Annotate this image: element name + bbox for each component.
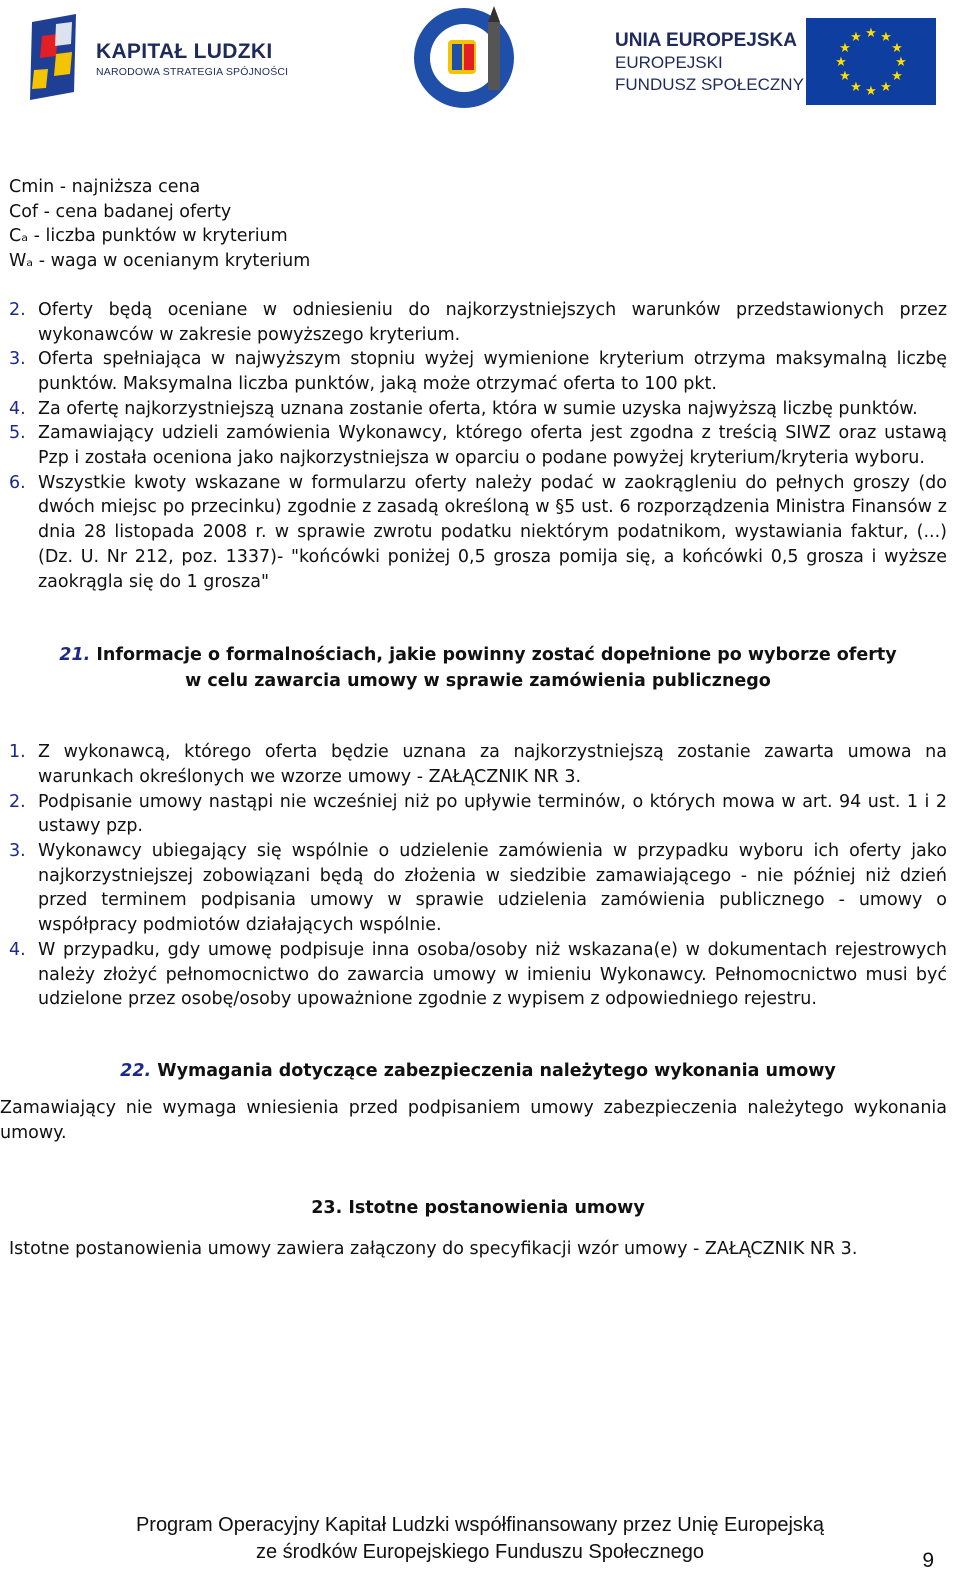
section-title: Informacje o formalnościach, jakie powinny zostać dopełnione po wyborze oferty w celu zawarcia umowy w sprawie zamówienia publicznego	[96, 645, 897, 692]
eu-text-block	[615, 30, 804, 96]
svg-text:★: ★	[891, 41, 903, 56]
page-number: 9	[922, 1549, 934, 1572]
definition-wa: Wₐ - waga w ocenianym kryterium	[9, 251, 311, 272]
svg-text:★: ★	[835, 55, 847, 70]
page-header	[0, 0, 960, 160]
section-22-body: Zamawiający nie wymaga wniesienia przed podpisaniem umowy zabezpieczenia należytego wykonania umowy.	[0, 1097, 947, 1143]
page-footer	[0, 1512, 960, 1582]
svg-text:★: ★	[850, 30, 862, 45]
item-number: 5.	[9, 423, 26, 444]
section-23-body: Istotne postanowienia umowy zawiera załączony do specyfikacji wzór umowy - ZAŁĄCZNIK NR 3.	[9, 1239, 858, 1260]
item-text: Za ofertę najkorzystniejszą uznana zostanie oferta, która w sumie uzyska najwyższą liczbę punktów.	[38, 398, 918, 419]
item-number: 1.	[9, 742, 26, 763]
eu-flag-logo	[806, 18, 936, 105]
item-text: Podpisanie umowy nastąpi nie wcześniej niż po upływie terminów, o których mowa w art. 94 ust. 1 i 2 ustawy pzp.	[38, 791, 947, 837]
svg-text:★: ★	[880, 80, 892, 95]
svg-text:★: ★	[839, 69, 851, 84]
section-22-heading	[9, 1058, 947, 1084]
eu-line-3: FUNDUSZ SPOŁECZNY	[615, 75, 804, 94]
eu-line-1: UNIA EUROPEJSKA	[615, 30, 797, 51]
definition-cof: Cof - cena badanej oferty	[9, 201, 232, 222]
item-number: 2.	[9, 299, 26, 320]
item-number: 6.	[9, 472, 26, 493]
item-number: 4.	[9, 939, 26, 960]
section-title: Wymagania dotyczące zabezpieczenia należytego wykonania umowy	[157, 1060, 836, 1081]
section-21-item-4	[9, 938, 947, 1012]
criteria-item-2	[9, 298, 947, 347]
logo-subtitle: NARODOWA STRATEGIA SPÓJNOŚCI	[96, 66, 289, 78]
section-21-heading	[9, 642, 947, 694]
item-text: Z wykonawcą, którego oferta będzie uznana za najkorzystniejszą zostanie zawarta umowa na warunkach określonych we wzorze umowy - ZAŁĄCZNIK NR 3.	[38, 742, 947, 787]
criteria-list	[9, 298, 947, 594]
section-21-list	[9, 740, 947, 1012]
criteria-item-5	[9, 421, 947, 470]
svg-text:★: ★	[891, 69, 903, 84]
city-seal-logo	[412, 0, 522, 110]
svg-text:★: ★	[880, 30, 892, 45]
svg-text:★: ★	[895, 55, 907, 70]
definition-cmin: Cmin - najniższa cena	[9, 177, 201, 197]
item-number: 3.	[9, 841, 26, 862]
svg-text:★: ★	[850, 80, 862, 95]
item-text: Oferta spełniająca w najwyższym stopniu wyżej wymienione kryterium otrzyma maksymalną liczbę punktów. Maksymalna liczba punktów, jaką może otrzymać oferta to 100 pkt.	[38, 349, 947, 394]
item-number: 2.	[9, 791, 26, 812]
svg-text:★: ★	[839, 41, 851, 56]
svg-text:★: ★	[865, 84, 877, 99]
item-text: Wszystkie kwoty wskazane w formularzu oferty należy podać w zaokrągleniu do pełnych groszy (do dwóch miejsc po przecinku) zgodnie z zasadą określoną w §5 ust. 6 rozporządzenia Ministra Finansów z dnia 28 listopada 2008 r. w sprawie zwrotu podatku niektórym podatnikom, wystawiania faktur, (...) (Dz. U. Nr 212, poz. 1337)- "końcówki poniżej 0,5 grosza pomija się, a końcówki 0,5 grosza i wyższe zaokrągla się do 1 grosza"	[38, 472, 947, 592]
item-text: W przypadku, gdy umowę podpisuje inna osoba/osoby niż wskazana(e) w dokumentach rejestrowych należy złożyć pełnomocnictwo do zawarcia umowy w imieniu Wykonawcy. Pełnomocnictwo musi być udzielone przez osobę/osoby upoważnione zgodnie z wypisem z odpowiedniego rejestru.	[38, 939, 947, 1010]
item-text: Zamawiający udzieli zamówienia Wykonawcy, którego oferta jest zgodna z treścią SIWZ oraz ustawą Pzp i została oceniona jako najkorzystniejsza w oparciu o podane powyżej kryterium/kryteria wyboru.	[38, 423, 947, 469]
footer-line-2: ze środków Europejskiego Funduszu Społecznego	[255, 1541, 705, 1563]
definition-ca: Cₐ - liczba punktów w kryterium	[9, 226, 288, 247]
section-21-item-1	[9, 740, 947, 789]
section-23-heading: 23. Istotne postanowienia umowy	[311, 1198, 645, 1219]
definitions-list	[9, 175, 947, 274]
criteria-item-4	[9, 397, 947, 422]
section-21-item-3	[9, 839, 947, 938]
item-number: 4.	[9, 398, 26, 419]
item-text: Oferty będą oceniane w odniesieniu do najkorzystniejszych warunków przedstawionych przez wykonawców w zakresie powyższego kryterium.	[38, 299, 947, 345]
logo-title: KAPITAŁ LUDZKI	[96, 40, 273, 63]
item-number: 3.	[9, 349, 26, 370]
section-21-item-2	[9, 790, 947, 839]
document-body	[0, 175, 947, 1262]
criteria-item-6	[9, 471, 947, 595]
item-text: Wykonawcy ubiegający się wspólnie o udzielenie zamówienia w przypadku wyboru ich oferty jako najkorzystniejszej zobowiązani będą do złożenia w siedzibie zamawiającego - nie później niż dzień przed terminem podpisania umowy w sprawie udzielenia zamówienia publicznego - umowy o współpracy podmiotów działających wspólnie.	[38, 841, 947, 936]
criteria-item-3	[9, 347, 947, 396]
eu-line-2: EUROPEJSKI	[615, 53, 723, 72]
svg-text:★: ★	[865, 26, 877, 41]
section-number: 22.	[120, 1060, 152, 1081]
footer-line-1: Program Operacyjny Kapitał Ludzki współfinansowany przez Unię Europejską	[135, 1514, 825, 1536]
section-number: 21.	[59, 645, 91, 666]
